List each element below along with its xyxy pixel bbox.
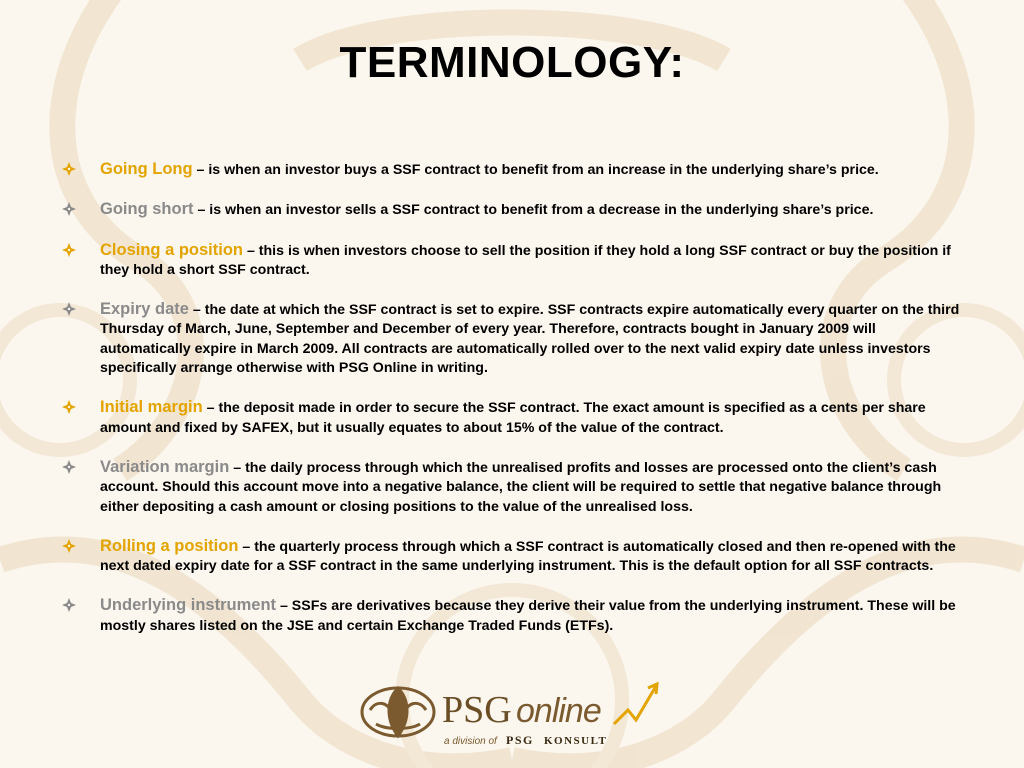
definition-text: the date at which the SSF contract is set to expire. SSF contracts expire automatically every quarter on the third Thursday of March, June, September and December of every year. Therefore, contracts bought in January 2009 will automatically expire in March 2009. All contracts are automatically rolled over to the next valid expiry date unless investors specifically arrange otherwise with PSG Online in writing. <box>100 302 960 377</box>
term-going-long: Going Long <box>100 160 193 178</box>
logo-psg-text: PSG <box>442 689 512 731</box>
list-item: Expiry date – the date at which the SSF contract is set to expire. SSF contracts expire automatically every quarter on the third Thursday of March, June, September and December of every year. Therefore, contracts bought in January 2009 will automatically expire in March 2009. All contracts are automatically rolled over to the next valid expiry date unless investors specifically arrange otherwise with PSG Online in writing. <box>62 300 966 378</box>
diamond-bullet-icon <box>62 400 76 414</box>
definition-text: is when an investor sells a SSF contract to benefit from a decrease in the underlying share’s price. <box>209 202 874 219</box>
diamond-bullet-icon <box>62 598 76 612</box>
diamond-bullet-icon <box>62 302 76 316</box>
definition-text: this is when investors choose to sell the position if they hold a long SSF contract or buy the position if they hold a short SSF contract. <box>100 242 951 278</box>
logo-division-psg: PSG <box>506 733 534 747</box>
diamond-bullet-icon <box>62 162 76 176</box>
term-going-short: Going short <box>100 200 194 219</box>
diamond-bullet-icon <box>62 202 76 216</box>
term-underlying-instrument: Underlying instrument <box>100 596 277 615</box>
list-item: Going Long – is when an investor buys a SSF contract to benefit from an increase in the underlying share’s price. <box>62 160 966 180</box>
slide-title: TERMINOLOGY: <box>339 38 685 87</box>
definition-text: the deposit made in order to secure the SSF contract. The exact amount is specified as a cents per share amount and fixed by SAFEX, but it usually equates to about 15% of the value of the contract. <box>100 400 926 436</box>
list-item: Initial margin – the deposit made in order to secure the SSF contract. The exact amount is specified as a cents per share amount and fixed by SAFEX, but it usually equates to about 15% of the value of the contract. <box>62 398 966 438</box>
term-rolling-a-position: Rolling a position <box>100 536 239 555</box>
definition-text: the quarterly process through which a SSF contract is automatically closed and then re-opened with the next dated expiry date for a SSF contract in the same underlying instrument. This is the default option for all SSF contracts. <box>100 538 956 575</box>
diamond-bullet-icon <box>62 539 76 553</box>
definition-text: SSFs are derivatives because they derive their value from the underlying instrument. These will be mostly shares listed on the JSE and certain Exchange Traded Funds (ETFs). <box>100 598 956 634</box>
definition-text: is when an investor buys a SSF contract to benefit from an increase in the underlying share’s price. <box>208 162 879 178</box>
list-item: Underlying instrument – SSFs are derivatives because they derive their value from the underlying instrument. These will be mostly shares listed on the JSE and certain Exchange Traded Funds (ETFs). <box>62 596 966 636</box>
fleur-emblem-icon <box>362 688 434 736</box>
term-expiry-date: Expiry date <box>100 300 189 319</box>
diamond-bullet-icon <box>62 460 76 474</box>
logo-division-konsult: KONSULT <box>544 735 608 747</box>
list-item: Rolling a position – the quarterly process through which a SSF contract is automatically closed and then re-opened with the next dated expiry date for a SSF contract in the same underlying instrument. This is the default option for all SSF contracts. <box>62 537 966 577</box>
diamond-bullet-icon <box>62 243 76 257</box>
list-item: Closing a position – this is when investors choose to sell the position if they hold a long SSF contract or buy the position if they hold a short SSF contract. <box>62 241 966 281</box>
list-item: Going short – is when an investor sells a SSF contract to benefit from a decrease in the underlying share’s price. <box>62 200 966 220</box>
logo-division-prefix: a division of <box>444 736 497 747</box>
psg-online-logo <box>356 680 668 750</box>
logo-online-text: online <box>516 692 601 730</box>
term-variation-margin: Variation margin <box>100 457 230 476</box>
term-initial-margin: Initial margin <box>100 398 203 417</box>
growth-arrow-icon <box>614 684 657 724</box>
terminology-list <box>62 160 966 656</box>
term-closing-a-position: Closing a position <box>100 240 243 259</box>
list-item: Variation margin – the daily process through which the unrealised profits and losses are processed onto the client’s cash account. Should this account move into a negative balance, the client will be required to settle that negative balance through either depositing a cash amount or closing positions to the value of the unrealised loss. <box>62 458 966 517</box>
definition-text: the daily process through which the unrealised profits and losses are processed onto the client’s cash account. Should this account move into a negative balance, the client will be required to settle that negative balance through either depositing a cash amount or closing positions to the value of the unrealised loss. <box>100 459 942 515</box>
